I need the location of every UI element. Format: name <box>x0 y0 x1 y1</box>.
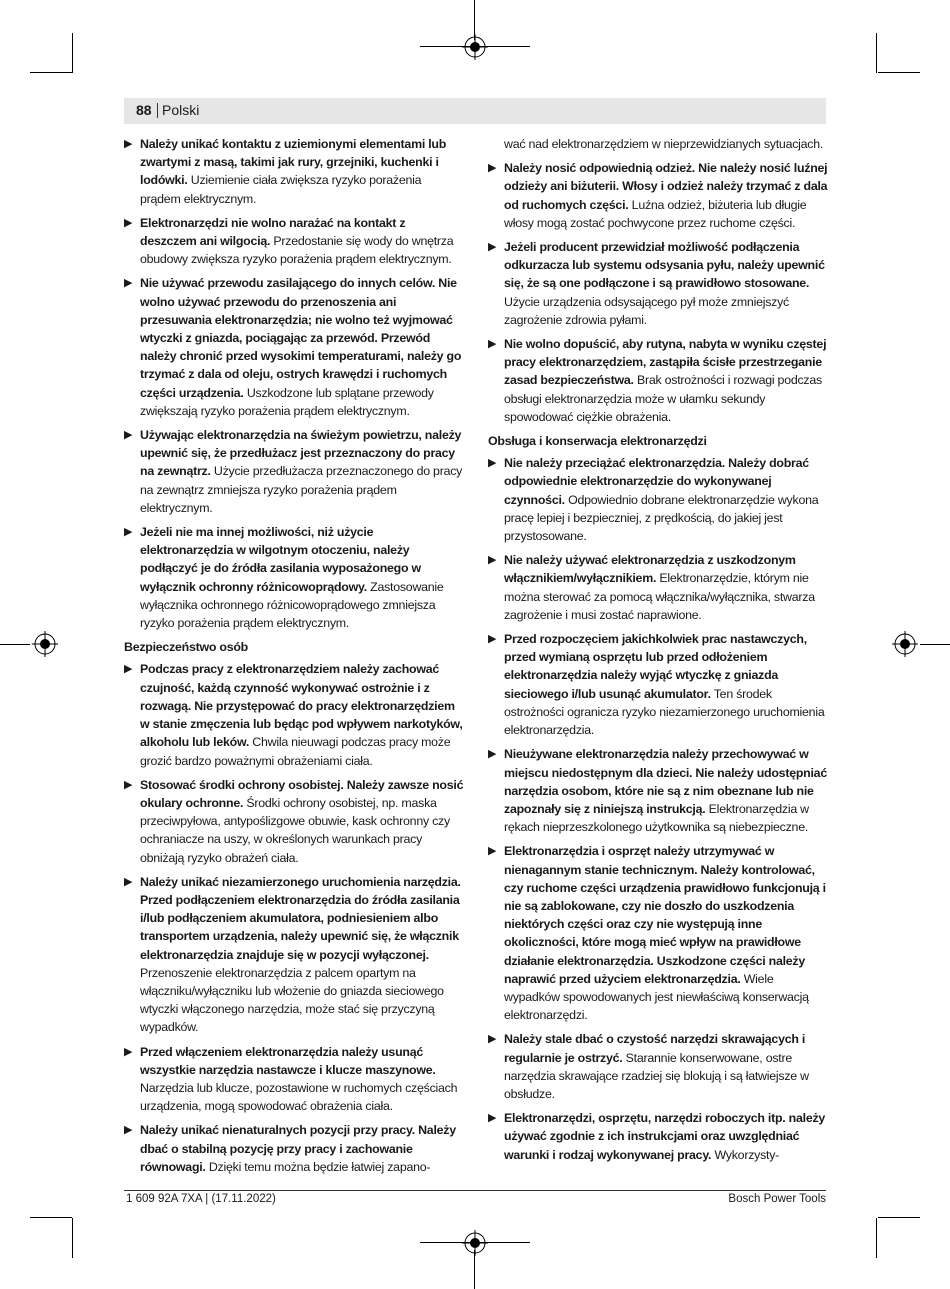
list-item: ▶ Należy stale dbać o czystość narzędzi skrawających i regularnie je ostrzyć. Starannie konserwowane, ostre narzędzia skrawające rzadziej się blokują i są łatwiejsze w obsłudze. <box>488 1032 809 1101</box>
brand-name: Bosch Power Tools <box>728 1193 826 1205</box>
list-item: ▶ Należy nosić odpowiednią odzież. Nie należy nosić luźnej odzieży ani biżuterii. Włosy i odzież należy trzymać z dala od ruchomych części. Luźna odzież, biżuteria lub długie włosy mogą zostać pochwycone przez ruchome części. <box>488 161 828 230</box>
list-item: ▶ Używając elektronarzędzia na świeżym powietrzu, należy upewnić się, że przedłużacz jest przeznaczony do pracy na zewnątrz. Użycie przedłużacza przeznaczonego do pracy na zewnątrz zmniejsza ryzyko porażenia prądem elektrycznym. <box>124 428 463 515</box>
arrow-bullet-icon: ▶ <box>124 429 133 442</box>
crop-mark <box>72 33 73 73</box>
list-item: ▶ Nieużywane elektronarzędzia należy przechowywać w miejscu niedostępnym dla dzieci. Nie należy udostępniać narzędzia osobom, które nie są z nim obeznane lub nie zapoznały się z niniejszą instrukcją. Elektronarzędzia w rękach nieprzeszkolonego użytkownika są niebezpieczne. <box>488 747 827 835</box>
arrow-bullet-icon: ▶ <box>124 277 133 290</box>
crop-mark <box>878 1217 920 1218</box>
arrow-bullet-icon: ▶ <box>124 1124 133 1137</box>
arrow-bullet-icon: ▶ <box>488 162 497 175</box>
right-column <box>488 135 828 1170</box>
footer-divider <box>124 1190 826 1191</box>
list-item: ▶ Należy unikać nienaturalnych pozycji przy pracy. Należy dbać o stabilną pozycję przy pracy i zachowanie równowagi. Dzięki temu można będzie łatwiej zapano- <box>124 1123 456 1174</box>
registration-mark-icon <box>462 1230 488 1256</box>
header-divider <box>157 103 158 118</box>
section-heading: Obsługa i konserwacja elektronarzędzi <box>488 434 707 449</box>
list-item: ▶ Przed włączeniem elektronarzędzia należy usunąć wszystkie narzędzia nastawcze i klucze maszynowe. Narzędzia lub klucze, pozostawione w ruchomych częściach urządzenia, mogą spowodować obrażenia ciała. <box>124 1044 458 1114</box>
list-item: ▶ Nie należy przeciążać elektronarzędzia. Należy dobrać odpowiednie elektronarzędzie do wykonywanej czynności. Odpowiednio dobrane elektronarzędzie wykona pracę lepiej i bezpieczniej, z prędkością, do jakiej jest przystosowane. <box>488 456 819 544</box>
list-item: ▶ Nie używać przewodu zasilającego do innych celów. Nie wolno używać przewodu do przenoszenia ani przesuwania elektronarzędzia; nie wolno też wyjmować wtyczki z gniazda, pociągając za przewód. Przewód należy chronić przed wysokimi temperaturami, należy go trzymać z dala od oleju, ostrych krawędzi i ruchomych części urządzenia. Uszkodzone lub splątane przewody zwiększają ryzyko porażenia prądem elektrycznym. <box>124 276 462 418</box>
registration-mark-icon <box>32 631 58 657</box>
page-header <box>124 98 826 124</box>
list-item: ▶ Należy unikać niezamierzonego uruchomienia narzędzia. Przed podłączeniem elektronarzędzia do źródła zasilania i/lub podłączeniem akumulatora, podniesieniem albo transportem urządzenia, należy upewnić się, że włącznik elektronarzędzia znajduje się w pozycji wyłączonej. Przenoszenie elektronarzędzia z palcem opartym na włączniku/wyłączniku lub włożenie do gniazda sieciowego wtyczki włączonego narzędzia, może stać się przyczyną wypadków. <box>124 874 461 1035</box>
crop-mark <box>30 72 72 73</box>
list-item: ▶ Elektronarzędzia i osprzęt należy utrzymywać w nienagannym stanie technicznym. Należy kontrolować, czy ruchome części urządzenia prawidłowo funkcjonują i nie są zablokowane, czy nie doszło do uszkodzenia niektórych części oraz czy nie występują inne okoliczności, które mogą mieć wpływ na prawidłowe działanie elektronarzędzia. Uszkodzone części należy naprawić przed użyciem elektronarzędzia. Wiele wypadków spowodowanych jest niewłaściwą konserwacją elektronarzędzi. <box>488 844 826 1023</box>
list-item: ▶ Stosować środki ochrony osobistej. Należy zawsze nosić okulary ochronne. Środki ochrony osobistej, np. maska przeciwpyłowa, antypoślizgowe obuwie, kask ochronny czy ochraniacze na uszy, w określonych warunkach pracy obniżają ryzyko obrażeń ciała. <box>124 777 464 865</box>
arrow-bullet-icon: ▶ <box>488 554 497 567</box>
arrow-bullet-icon: ▶ <box>124 663 133 676</box>
list-item: ▶ Nie należy używać elektronarzędzia z uszkodzonym włącznikiem/wyłącznikiem. Elektronarzędzie, którym nie można sterować za pomocą włącznika/wyłącznika, stwarza zagrożenie i musi zostać naprawione. <box>488 553 815 622</box>
crop-mark <box>876 1218 877 1258</box>
crop-mark <box>876 33 877 73</box>
continued-text: wać nad elektronarzędziem w nieprzewidzianych sytuacjach. <box>504 137 824 151</box>
crop-mark <box>878 72 920 73</box>
document-id: 1 609 92A 7XA | (17.11.2022) <box>126 1193 276 1205</box>
list-item: ▶ Podczas pracy z elektronarzędziem należy zachować czujność, każdą czynność wykonywać ostrożnie i z rozwagą. Nie przystępować do pracy elektronarzędziem w stanie zmęczenia lub będąc pod wpływem narkotyków, alkoholu lub leków. Chwila nieuwagi podczas pracy może grozić bardzo poważnymi obrażeniami ciała. <box>124 662 463 768</box>
registration-mark-icon <box>892 631 918 657</box>
arrow-bullet-icon: ▶ <box>488 241 497 254</box>
arrow-bullet-icon: ▶ <box>488 1033 497 1046</box>
arrow-bullet-icon: ▶ <box>488 457 497 470</box>
list-item: ▶ Jeżeli nie ma innej możliwości, niż użycie elektronarzędzia w wilgotnym otoczeniu, należy podłączyć je do źródła zasilania wyposażonego w wyłącznik ochronny różnicowoprądowy. Zastosowanie wyłącznika ochronnego różnicowoprądowego zmniejsza ryzyko porażenia prądem elektrycznym. <box>124 525 444 631</box>
list-item: ▶ Elektronarzędzi nie wolno narażać na kontakt z deszczem ani wilgocią. Przedostanie się wody do wnętrza obudowy zwiększa ryzyko porażenia prądem elektrycznym. <box>124 215 454 267</box>
arrow-bullet-icon: ▶ <box>488 338 497 351</box>
arrow-bullet-icon: ▶ <box>488 748 497 761</box>
list-item: ▶ Elektronarzędzi, osprzętu, narzędzi roboczych itp. należy używać zgodnie z ich instrukcjami oraz uwzględniać warunki i rodzaj wykonywanej pracy. Wykorzysty- <box>488 1111 826 1162</box>
crop-mark <box>920 644 950 645</box>
arrow-bullet-icon: ▶ <box>124 216 133 229</box>
left-column <box>124 135 464 1182</box>
arrow-bullet-icon: ▶ <box>488 845 497 858</box>
section-heading: Bezpieczeństwo osób <box>124 640 248 655</box>
arrow-bullet-icon: ▶ <box>124 526 133 539</box>
language-label: Polski <box>162 102 200 118</box>
list-item: ▶ Przed rozpoczęciem jakichkolwiek prac nastawczych, przed wymianą osprzętu lub przed odłożeniem elektronarzędzia należy wyjąć wtyczkę z gniazda sieciowego i/lub usunąć akumulator. Ten środek ostrożności ogranicza ryzyko niezamierzonego uruchomienia elektronarzędzia. <box>488 632 825 738</box>
crop-mark <box>72 1218 73 1258</box>
crop-mark <box>30 1217 72 1218</box>
arrow-bullet-icon: ▶ <box>488 633 497 646</box>
page-number: 88 <box>136 102 152 118</box>
arrow-bullet-icon: ▶ <box>124 1045 133 1058</box>
registration-mark-icon <box>462 34 488 60</box>
arrow-bullet-icon: ▶ <box>124 138 133 150</box>
list-item: ▶ Nie wolno dopuścić, aby rutyna, nabyta w wyniku częstej pracy elektronarzędziem, zastąpiła ścisłe przestrzeganie zasad bezpieczeństwa. Brak ostrożności i rozwagi podczas obsługi elektronarzędzia może w ułamku sekundy spowodować ciężkie obrażenia. <box>488 337 827 424</box>
crop-mark <box>0 644 30 645</box>
list-item: ▶ Jeżeli producent przewidział możliwość podłączenia odkurzacza lub systemu odsysania pyłu, należy upewnić się, że są one podłączone i są prawidłowo stosowane. Użycie urządzenia odsysającego pył może zmniejszyć zagrożenie zdrowia pyłami. <box>488 240 825 327</box>
arrow-bullet-icon: ▶ <box>124 875 133 888</box>
list-item: ▶ Należy unikać kontaktu z uziemionymi elementami lub zwartymi z masą, takimi jak rury, grzejniki, kuchenki i lodówki. Uziemienie ciała zwiększa ryzyko porażenia prądem elektrycznym. <box>124 137 447 206</box>
arrow-bullet-icon: ▶ <box>488 1112 497 1125</box>
arrow-bullet-icon: ▶ <box>124 778 133 791</box>
